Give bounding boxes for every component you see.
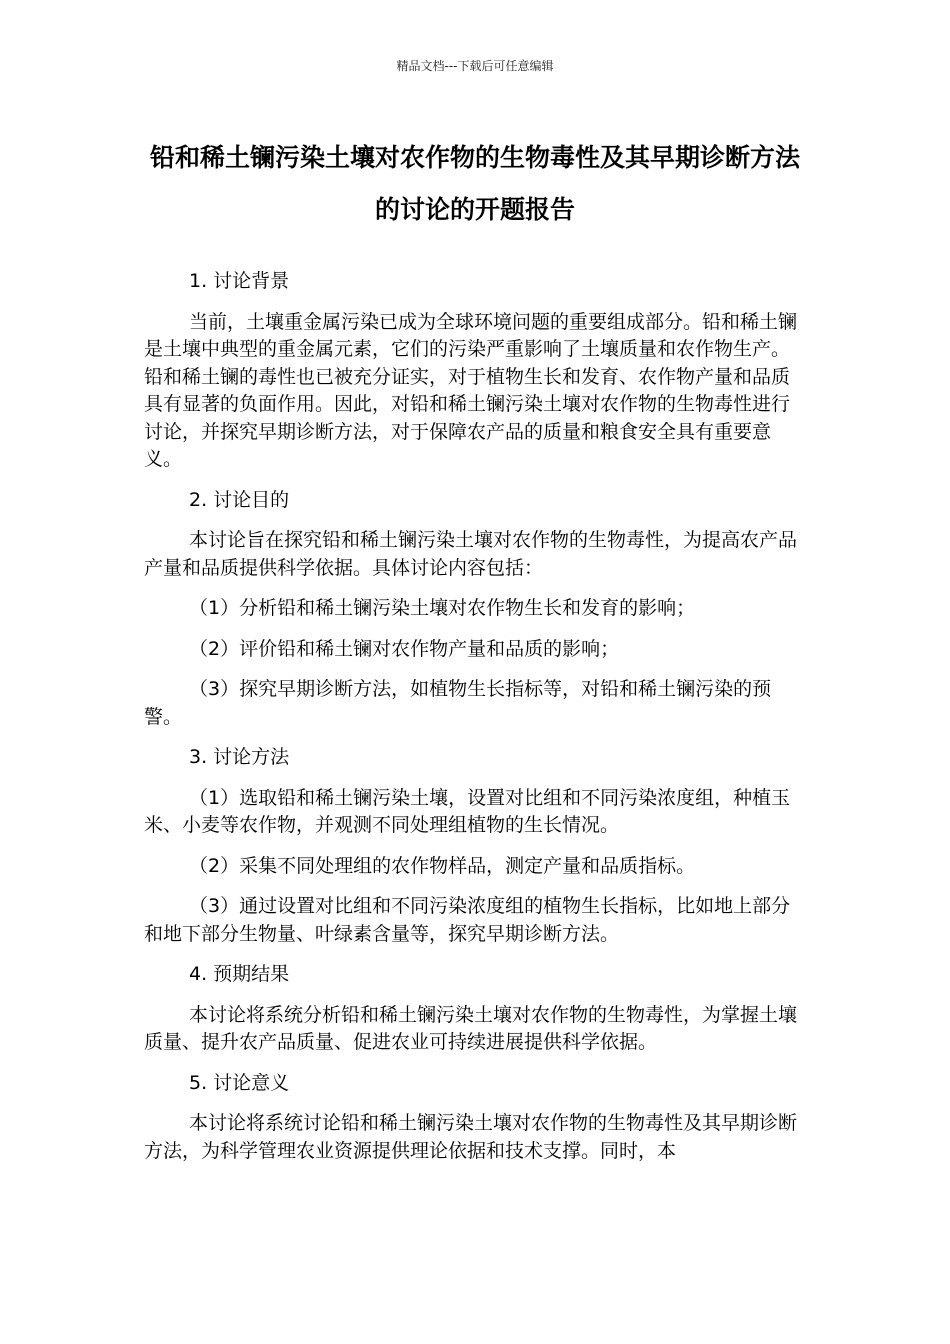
paragraph: 当前，土壤重金属污染已成为全球环境问题的重要组成部分。铅和稀土镧是土壤中典型的重金属元素，它们的污染严重影响了土壤质量和农作物生产。铅和稀土镧的毒性也已被充分证实，对于植物生长和发育、农作物产量和品质具有显著的负面作用。因此，对铅和稀土镧污染土壤对农作物的生物毒性进行讨论，并探究早期诊断方法，对于保障农产品的质量和粮食安全具有重要意义。 (144, 310, 798, 470)
list-item: （3）探究早期诊断方法，如植物生长指标等，对铅和稀土镧污染的预警。 (144, 678, 772, 728)
list-item: （1）分析铅和稀土镧污染土壤对农作物生长和发育的影响； (189, 597, 696, 619)
list-item: （2）采集不同处理组的农作物样品，测定产量和品质指标。 (189, 854, 696, 877)
document-title: 铅和稀土镧污染土壤对农作物的生物毒性及其早期诊断方法的讨论的开题报告 (149, 143, 800, 224)
section-heading: 4. 预期结果 (189, 963, 290, 985)
list-item: （1）选取铅和稀土镧污染土壤，设置对比组和不同污染浓度组，种植玉米、小麦等农作物，并观测不同处理组植物的生长情况。 (144, 786, 791, 836)
section-heading: 5. 讨论意义 (189, 1071, 290, 1094)
paragraph: 本讨论将系统讨论铅和稀土镧污染土壤对农作物的生物毒性及其早期诊断方法，为科学管理农业资源提供理论依据和技术支撑。同时，本 (144, 1112, 798, 1162)
list-item: （2）评价铅和稀土镧对农作物产量和品质的影响； (189, 637, 620, 660)
section-heading: 3. 讨论方法 (189, 746, 290, 768)
section-heading: 1. 讨论背景 (189, 270, 290, 292)
section-heading: 2. 讨论目的 (189, 488, 290, 511)
paragraph: 本讨论旨在探究铅和稀土镧污染土壤对农作物的生物毒性，为提高农产品产量和品质提供科学依据。具体讨论内容包括： (144, 529, 798, 579)
list-item: （3）通过设置对比组和不同污染浓度组的植物生长指标，比如地上部分和地下部分生物量、叶绿素含量等，探究早期诊断方法。 (144, 895, 791, 945)
document-body (144, 268, 806, 1165)
page-header-note: 精品文档---下载后可任意编辑 (396, 59, 554, 73)
paragraph: 本讨论将系统分析铅和稀土镧污染土壤对农作物的生物毒性，为掌握土壤质量、提升农产品质量、促进农业可持续进展提供科学依据。 (144, 1003, 798, 1053)
